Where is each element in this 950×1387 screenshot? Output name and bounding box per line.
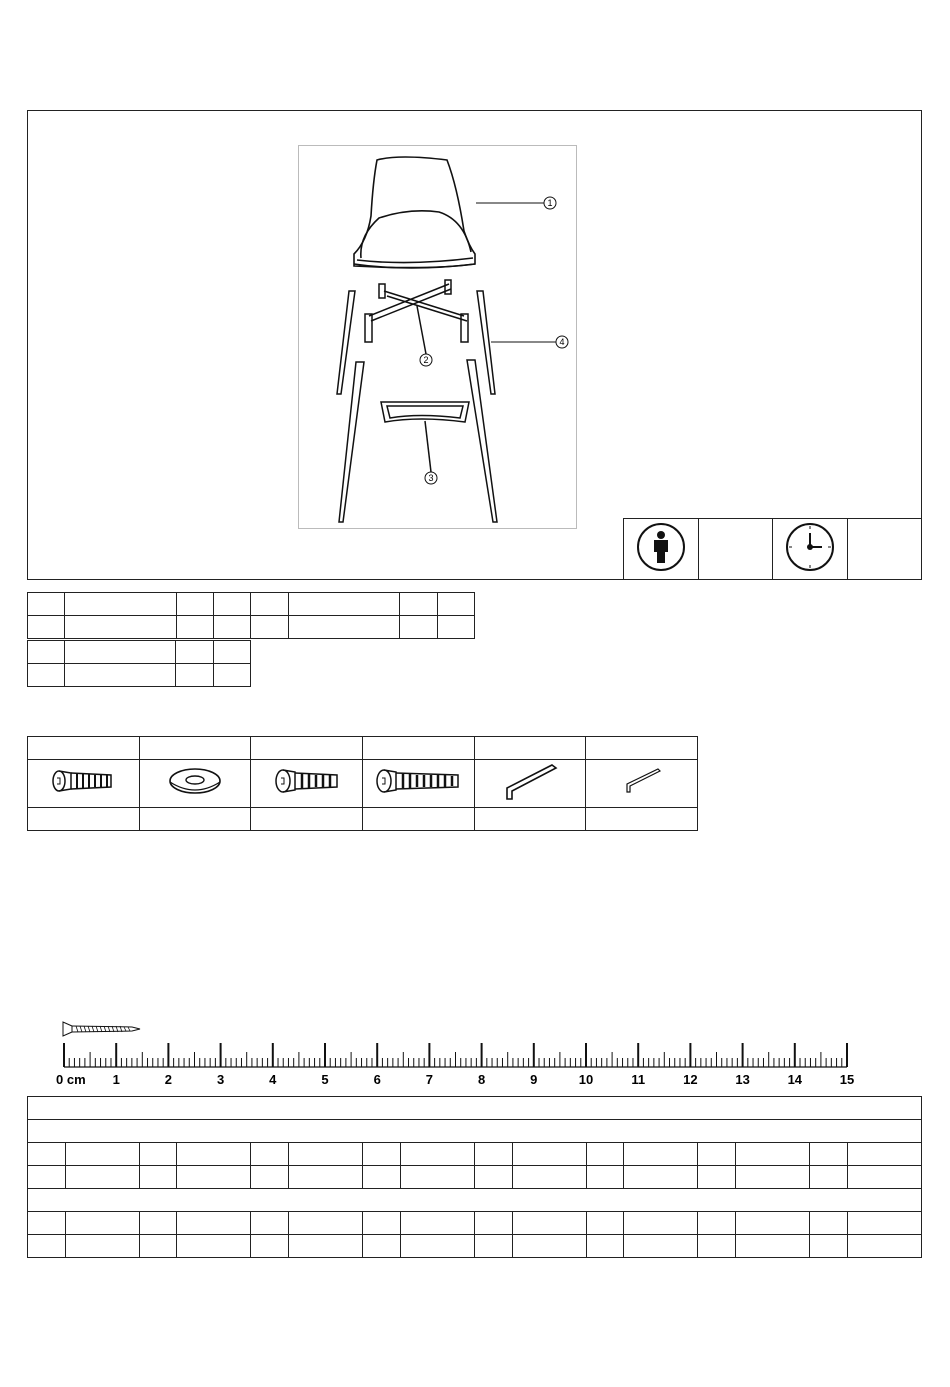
ruler-tick-label: 5 xyxy=(321,1072,329,1087)
measuring-ruler xyxy=(50,1015,870,1090)
ruler-tick-label: 10 xyxy=(578,1072,594,1087)
hardware-qty-row xyxy=(28,808,698,831)
exploded-view-panel xyxy=(298,145,577,529)
hardware-header-row xyxy=(28,737,698,760)
steps-row xyxy=(28,1235,922,1258)
screw-scale-icon xyxy=(63,1022,140,1036)
time-cell xyxy=(772,519,847,580)
steps-row xyxy=(28,1166,922,1189)
ruler-tick-label: 11 xyxy=(631,1072,646,1087)
seat-part xyxy=(354,157,475,268)
ruler-tick-labels xyxy=(113,1072,855,1087)
steps-header-row xyxy=(28,1097,922,1120)
ruler-tick-label: 1 xyxy=(112,1072,120,1087)
ruler-tick-label: 15 xyxy=(839,1072,855,1087)
hardware-icon-row xyxy=(28,760,698,808)
extra-long-bolt-icon xyxy=(374,766,462,796)
steps-row xyxy=(28,1212,922,1235)
footrest-part xyxy=(381,402,469,472)
people-cell xyxy=(624,519,699,580)
ruler-tick-marks xyxy=(64,1043,847,1067)
callout-3-label: 3 xyxy=(428,473,434,483)
ruler-tick-label: 3 xyxy=(216,1072,225,1087)
parts-list-table-continued xyxy=(27,640,251,687)
parts-row xyxy=(28,593,475,616)
ruler-unit-label: 0 cm xyxy=(56,1072,86,1087)
long-bolt-icon xyxy=(51,766,115,796)
ruler-tick-label: 12 xyxy=(683,1072,698,1087)
steps-section-row xyxy=(28,1120,922,1143)
ruler-tick-label: 7 xyxy=(425,1072,434,1087)
callout-2-label: 2 xyxy=(423,355,429,365)
ruler-tick-label: 14 xyxy=(787,1072,803,1087)
ruler-tick-label: 2 xyxy=(164,1072,173,1087)
cross-frame-part xyxy=(365,280,468,354)
large-allen-key-icon xyxy=(500,761,560,801)
people-count-cell xyxy=(698,519,772,580)
info-strip xyxy=(623,518,922,580)
parts-list-table xyxy=(27,592,475,639)
hardware-table xyxy=(27,736,698,831)
person-icon xyxy=(635,521,687,573)
clock-icon xyxy=(784,521,836,573)
short-bolt-icon xyxy=(273,766,341,796)
ruler-tick-label: 8 xyxy=(477,1072,486,1087)
ruler-tick-label: 4 xyxy=(269,1072,277,1087)
washer-icon xyxy=(167,766,223,796)
parts-row xyxy=(28,641,251,664)
small-allen-key-icon xyxy=(620,764,664,798)
ruler-tick-label: 13 xyxy=(735,1072,750,1087)
parts-row xyxy=(28,664,251,687)
callout-4-label: 4 xyxy=(559,337,565,347)
parts-row xyxy=(28,616,475,639)
ruler-tick-label: 6 xyxy=(373,1072,381,1087)
assembly-steps-table xyxy=(27,1096,922,1258)
steps-section-row xyxy=(28,1189,922,1212)
chair-exploded-diagram xyxy=(299,146,578,530)
ruler-tick-label: 9 xyxy=(530,1072,538,1087)
time-value-cell xyxy=(847,519,921,580)
steps-row xyxy=(28,1143,922,1166)
callout-1-label: 1 xyxy=(547,198,553,208)
